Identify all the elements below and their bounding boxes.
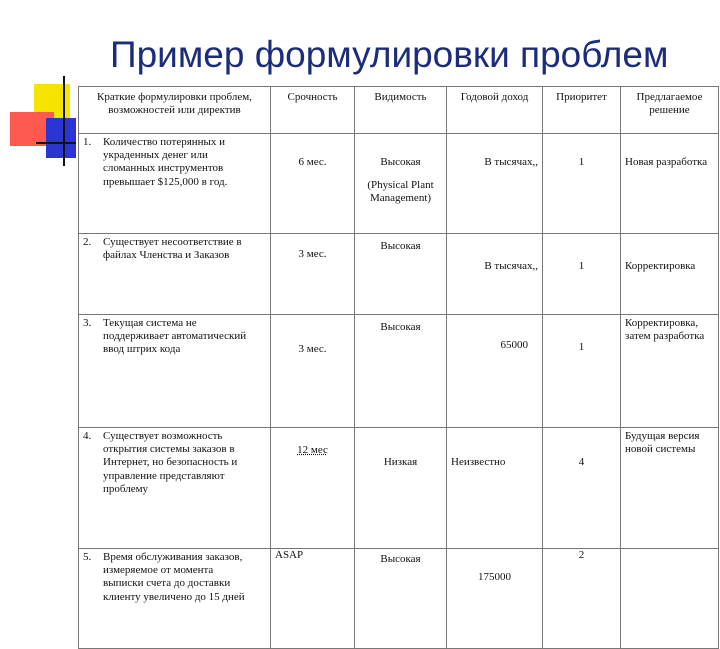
row-number: 5. bbox=[83, 551, 92, 563]
problem-text: Текущая система не поддерживает автоматический ввод штрих кода bbox=[103, 317, 247, 356]
priority-cell: 2 bbox=[543, 549, 621, 649]
visibility-text: Высокая bbox=[380, 156, 421, 168]
problem-cell bbox=[79, 134, 271, 234]
header-urgency: Срочность bbox=[271, 87, 355, 134]
visibility-cell: Высокая bbox=[355, 234, 447, 315]
solution-cell bbox=[621, 549, 719, 649]
solution-cell: Корректировка bbox=[621, 234, 719, 315]
row-number: 1. bbox=[83, 136, 92, 148]
visibility-note: (Physical Plant Management) bbox=[367, 179, 434, 205]
header-problem: Краткие формулировки проблем, возможностей или директив bbox=[79, 87, 271, 134]
income-cell: 175000 bbox=[447, 549, 543, 649]
slide-title: Пример формулировки проблем bbox=[110, 34, 669, 75]
problem-text: Количество потерянных и украденных денег или сломанных инструментов превышает $125,000 в год. bbox=[103, 136, 228, 188]
solution-cell: Корректировка, затем разработка bbox=[621, 315, 719, 428]
header-visibility: Видимость bbox=[355, 87, 447, 134]
problem-cell bbox=[79, 315, 271, 428]
visibility-cell bbox=[355, 134, 447, 234]
problem-cell bbox=[79, 549, 271, 649]
solution-cell: Новая разработка bbox=[621, 134, 719, 234]
row-number: 4. bbox=[83, 430, 92, 442]
table-row bbox=[79, 315, 719, 428]
priority-cell: 1 bbox=[543, 315, 621, 428]
table-row bbox=[79, 134, 719, 234]
priority-cell: 1 bbox=[543, 134, 621, 234]
urgency-cell: 3 мес. bbox=[271, 315, 355, 428]
table-header-row bbox=[79, 87, 719, 134]
problem-text: Существует несоответствие в файлах Членства и Заказов bbox=[103, 236, 242, 262]
decor-blue-square bbox=[46, 118, 76, 158]
income-cell: 65000 bbox=[447, 315, 543, 428]
row-number: 2. bbox=[83, 236, 92, 248]
header-income: Годовой доход bbox=[447, 87, 543, 134]
row-number: 3. bbox=[83, 317, 92, 329]
income-cell: В тысячах,, bbox=[447, 134, 543, 234]
solution-cell: Будущая версия новой системы bbox=[621, 428, 719, 549]
table-row bbox=[79, 234, 719, 315]
problem-text: Существует возможность открытия системы заказов в Интернет, но безопасность и управление представляют проблему bbox=[103, 430, 238, 495]
income-cell: В тысячах,, bbox=[447, 234, 543, 315]
urgency-cell: 3 мес. bbox=[271, 234, 355, 315]
table-row bbox=[79, 549, 719, 649]
urgency-cell: 6 мес. bbox=[271, 134, 355, 234]
income-cell: Неизвестно bbox=[447, 428, 543, 549]
problems-table bbox=[78, 86, 719, 649]
decor-horizontal-line bbox=[36, 142, 76, 144]
visibility-cell: Высокая bbox=[355, 315, 447, 428]
visibility-cell: Низкая bbox=[355, 428, 447, 549]
priority-cell: 1 bbox=[543, 234, 621, 315]
header-priority: Приоритет bbox=[543, 87, 621, 134]
urgency-cell: ASAP bbox=[271, 549, 355, 649]
header-solution: Предлагаемое решение bbox=[621, 87, 719, 134]
priority-cell: 4 bbox=[543, 428, 621, 549]
decor-vertical-line bbox=[63, 76, 65, 166]
urgency-cell: 12 мес bbox=[271, 428, 355, 549]
problem-text: Время обслуживания заказов, измеряемое от момента выписки счета до доставки клиенту увеличено до 15 дней bbox=[103, 551, 245, 603]
problem-cell bbox=[79, 234, 271, 315]
table-row bbox=[79, 428, 719, 549]
visibility-cell: Высокая bbox=[355, 549, 447, 649]
problem-cell bbox=[79, 428, 271, 549]
